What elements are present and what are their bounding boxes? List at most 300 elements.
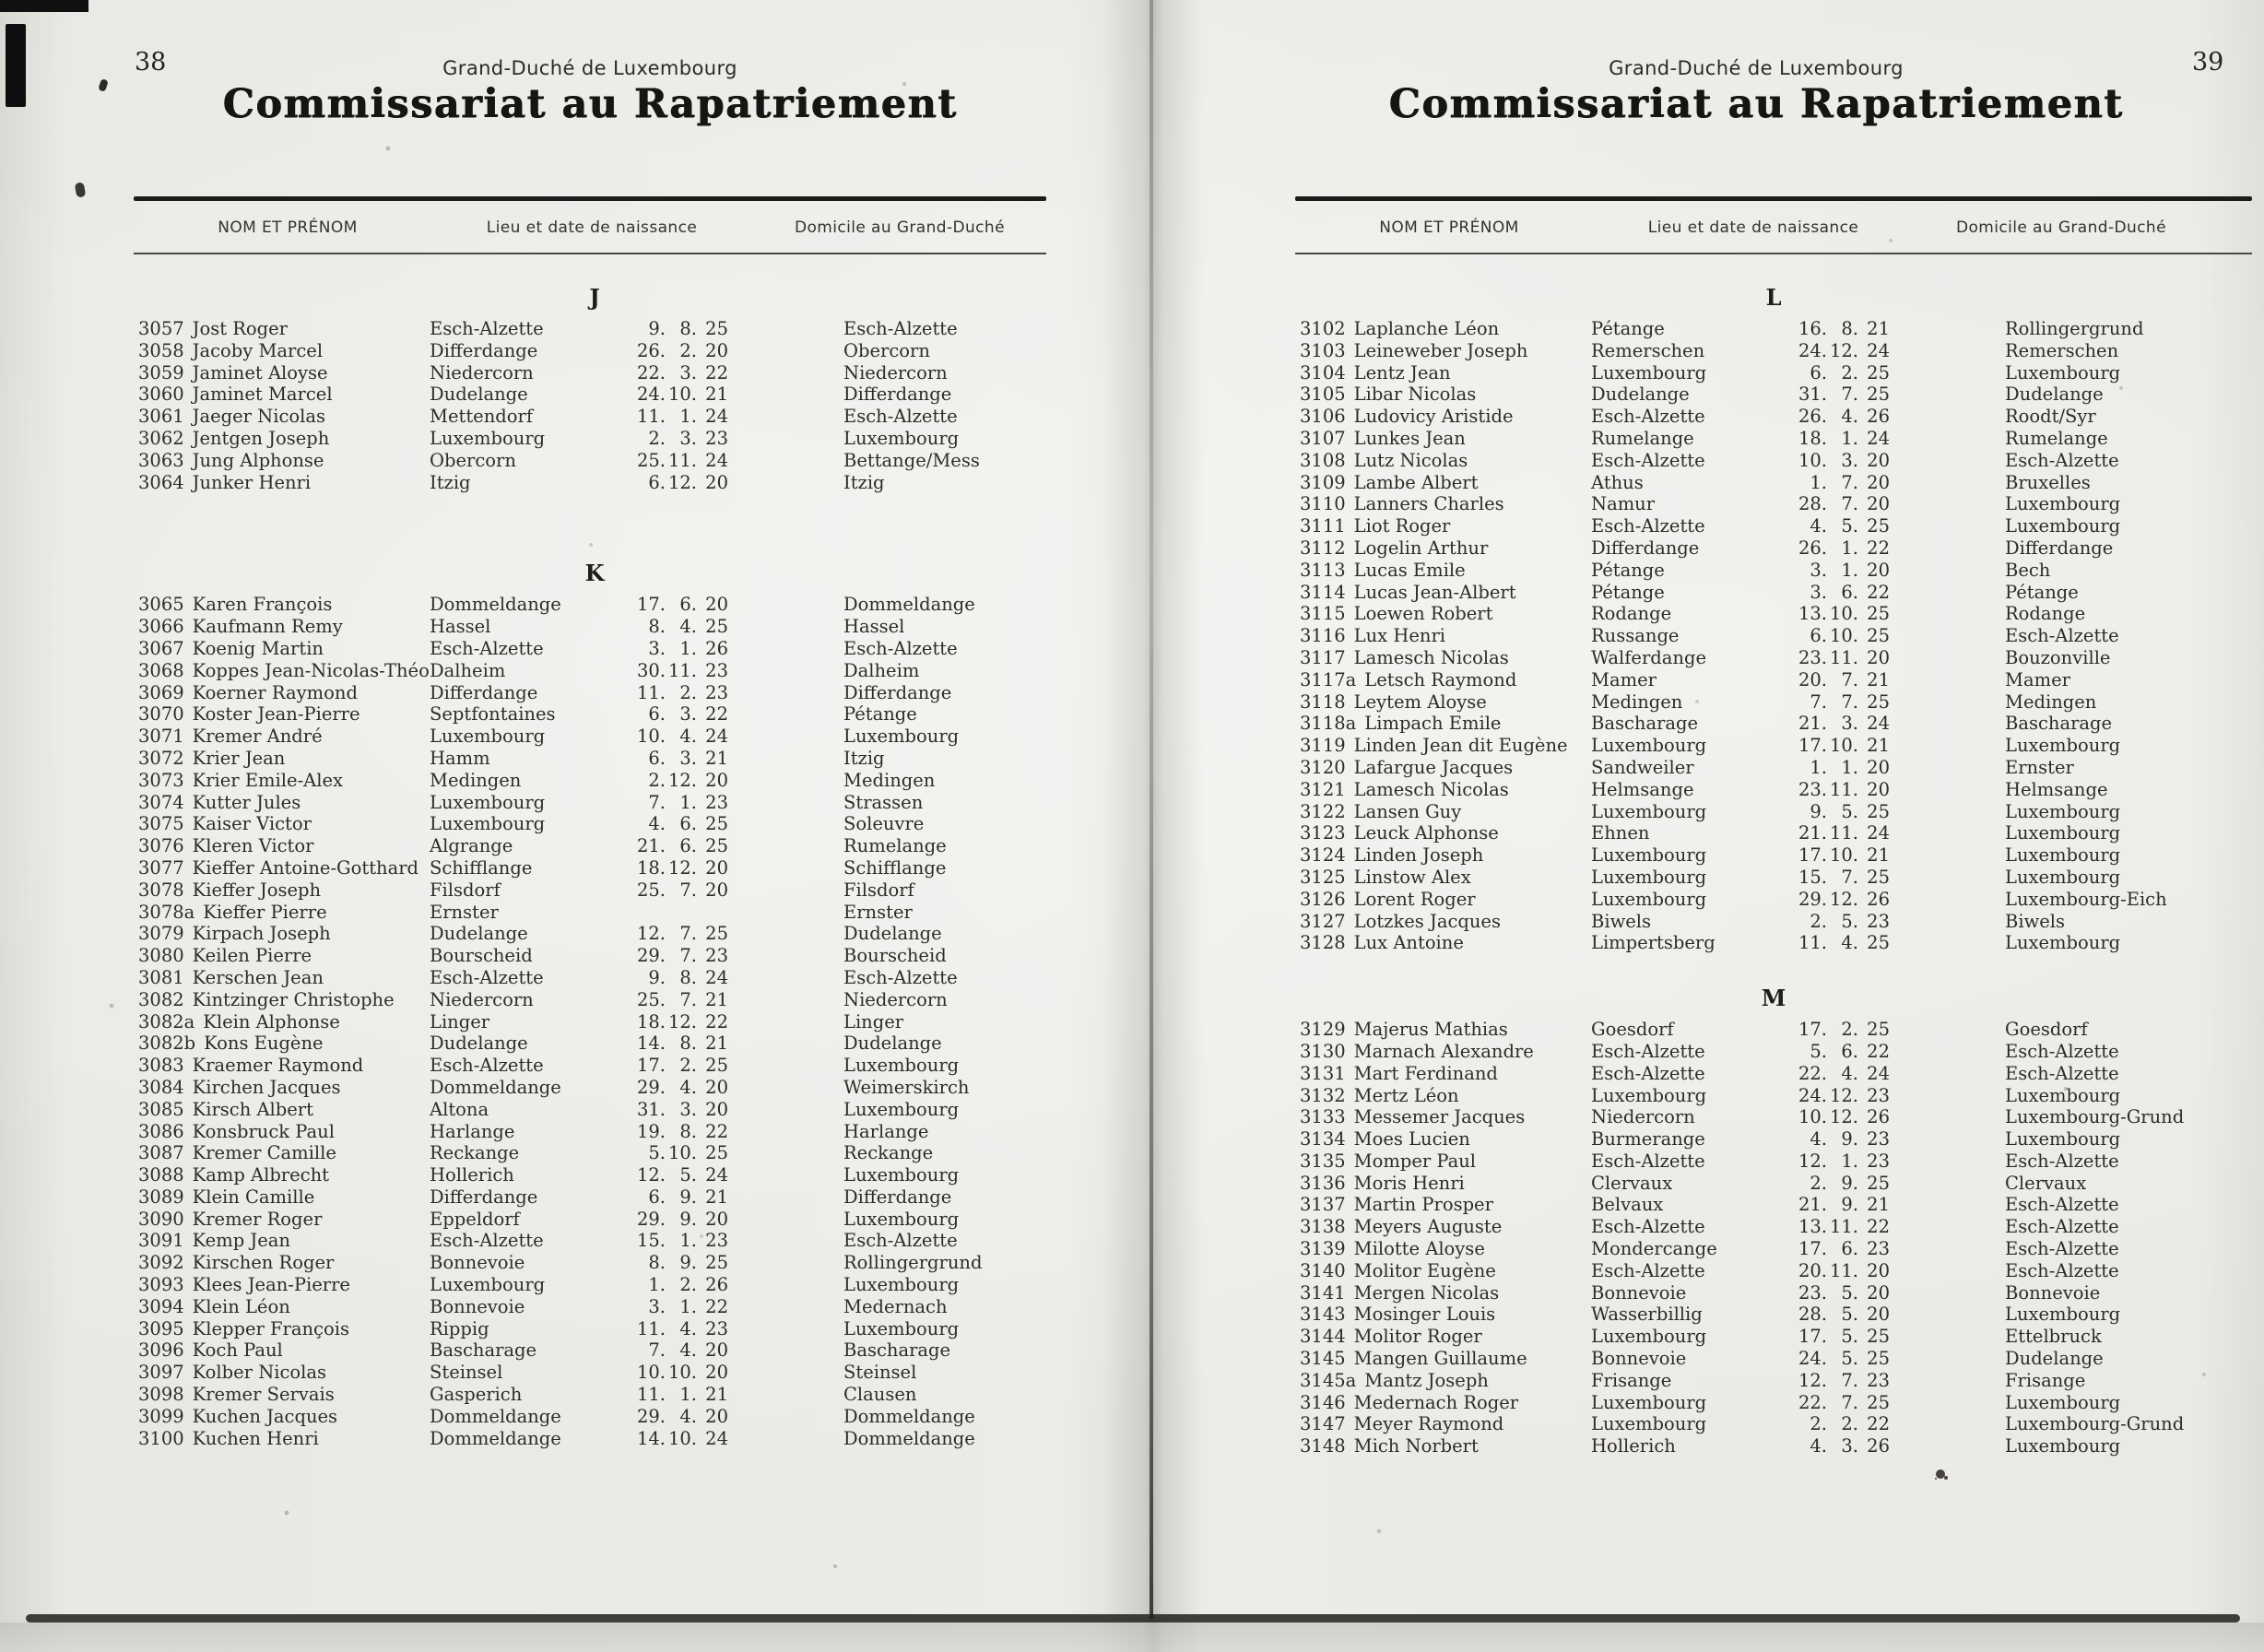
row-number: 3109	[1300, 471, 1346, 493]
row-birthdate	[592, 726, 728, 748]
birthdate-month: 4.	[679, 1405, 697, 1427]
birthdate-day: 3.	[648, 637, 666, 659]
row-birthdate	[592, 945, 728, 967]
birthdate-month: 5.	[1841, 1326, 1858, 1348]
table-row	[1291, 318, 2257, 340]
row-birthplace: Dudelange	[430, 384, 528, 406]
row-birthdate	[592, 1164, 728, 1186]
row-number-name	[138, 1099, 313, 1121]
table-row	[1291, 340, 2257, 362]
row-name: Krier Emile-Alex	[192, 769, 344, 791]
row-domicile: Luxembourg-Grund	[2005, 1413, 2185, 1435]
row-domicile: Luxembourg	[2005, 1304, 2121, 1326]
row-birthplace: Belvaux	[1591, 1194, 1664, 1216]
row-name: Leuck Alphonse	[1353, 822, 1499, 844]
row-number-name	[1300, 757, 1513, 779]
birthdate-year: 22	[705, 1010, 728, 1032]
birthdate-day: 29.	[1798, 888, 1827, 910]
table-row	[129, 450, 1060, 472]
birthdate-month: 6.	[1841, 1040, 1858, 1062]
birthdate-day: 31.	[636, 1098, 666, 1120]
birthdate-year: 25	[705, 835, 728, 857]
birthdate-month: 9.	[1841, 1128, 1858, 1150]
birthdate-month: 9.	[1841, 1194, 1858, 1216]
row-birthplace: Harlange	[430, 1120, 515, 1142]
row-domicile: Rollingergrund	[843, 1252, 983, 1274]
birthdate-year: 20	[705, 1208, 728, 1230]
row-name: Lansen Guy	[1353, 800, 1462, 822]
row-number-name	[1300, 1041, 1534, 1063]
page-number: 39	[2192, 48, 2224, 77]
row-birthplace: Bascharage	[1591, 713, 1699, 735]
row-domicile: Esch-Alzette	[2005, 625, 2119, 647]
birthdate-year: 20	[1867, 778, 1890, 800]
row-number-name	[1300, 1370, 1489, 1392]
row-birthdate	[1753, 911, 1890, 933]
row-number-name	[1300, 932, 1464, 954]
row-name: Koppes Jean-Nicolas-Théo	[192, 659, 430, 681]
row-number: 3141	[1300, 1281, 1346, 1304]
row-number-name	[1300, 1085, 1459, 1107]
birthdate-day: 6.	[648, 747, 666, 769]
row-domicile: Esch-Alzette	[2005, 1150, 2119, 1172]
row-domicile: Luxembourg	[843, 1098, 960, 1120]
table-row	[1291, 603, 2257, 625]
birthdate-month: 8.	[679, 318, 697, 339]
row-domicile: Niedercorn	[843, 988, 948, 1010]
row-name: Koerner Raymond	[192, 681, 358, 703]
row-domicile: Helmsange	[2005, 778, 2108, 800]
row-number-name	[1300, 362, 1451, 384]
birthdate-year: 23	[1867, 1084, 1890, 1106]
row-number: 3126	[1300, 888, 1346, 910]
row-birthplace: Dudelange	[430, 923, 528, 945]
row-name: Kutter Jules	[192, 791, 301, 813]
row-number-name	[1300, 1435, 1479, 1457]
row-domicile: Bech	[2005, 559, 2051, 581]
page-39-scan	[1291, 0, 2257, 1652]
row-birthdate	[1753, 406, 1890, 428]
row-name: Moes Lucien	[1353, 1128, 1470, 1150]
birthdate-day: 2.	[648, 427, 666, 449]
row-birthplace: Differdange	[430, 1186, 538, 1208]
table-row	[1291, 428, 2257, 450]
birthdate-day: 21.	[1798, 822, 1827, 844]
row-number: 3082b	[138, 1032, 196, 1055]
row-birthdate	[592, 1077, 728, 1099]
row-name: Kraemer Raymond	[192, 1055, 364, 1077]
birthdate-year: 23	[705, 659, 728, 681]
row-domicile: Dudelange	[843, 1032, 942, 1055]
birthdate-day: 21.	[636, 835, 666, 857]
row-name: Kuchen Jacques	[192, 1405, 338, 1427]
page-number: 38	[135, 48, 167, 77]
row-birthdate	[592, 1428, 728, 1450]
row-domicile: Luxembourg	[843, 1317, 960, 1339]
row-name: Klepper François	[192, 1317, 349, 1339]
birthdate-day: 11.	[636, 1384, 666, 1406]
row-domicile: Bourscheid	[843, 945, 947, 967]
row-birthdate	[592, 989, 728, 1011]
row-number: 3079	[138, 923, 184, 945]
table-row	[129, 770, 1060, 792]
birthdate-year: 23	[1867, 1150, 1890, 1172]
row-birthdate	[1753, 603, 1890, 625]
birthdate-month: 8.	[679, 1032, 697, 1055]
row-number-name	[138, 835, 313, 857]
row-number: 3117a	[1300, 668, 1357, 690]
birthdate-month: 8.	[679, 966, 697, 988]
birthdate-day: 25.	[636, 879, 666, 901]
row-birthplace: Dalheim	[430, 659, 506, 681]
table-row	[1291, 867, 2257, 889]
row-number-name	[138, 1142, 336, 1164]
birthdate-year: 22	[705, 703, 728, 726]
birthdate-year: 20	[1867, 449, 1890, 471]
row-birthplace: Luxembourg	[1591, 1326, 1707, 1348]
birthdate-month: 1.	[679, 1295, 697, 1317]
row-birthdate	[1753, 1326, 1890, 1348]
row-name: Medernach Roger	[1353, 1391, 1519, 1413]
row-number-name	[138, 1274, 350, 1296]
table-row	[129, 406, 1060, 428]
table-row	[1291, 625, 2257, 647]
table-row	[1291, 1194, 2257, 1216]
birthdate-year: 20	[705, 856, 728, 879]
row-birthplace: Esch-Alzette	[1591, 1216, 1705, 1238]
birthdate-year: 22	[705, 1295, 728, 1317]
birthdate-year: 25	[705, 1142, 728, 1164]
row-birthdate	[1753, 1194, 1890, 1216]
table-row	[1291, 1019, 2257, 1041]
birthdate-year: 21	[1867, 1194, 1890, 1216]
row-birthplace: Mamer	[1591, 668, 1657, 690]
row-number-name	[138, 362, 328, 384]
row-name: Liot Roger	[1353, 515, 1451, 537]
row-domicile: Schifflange	[843, 856, 947, 879]
table-row	[1291, 779, 2257, 801]
row-name: Klein Alphonse	[203, 1010, 340, 1032]
row-name: Kremer André	[192, 726, 323, 748]
row-birthplace: Biwels	[1591, 910, 1652, 932]
row-domicile: Medingen	[2005, 690, 2097, 713]
birthdate-day: 1.	[648, 1274, 666, 1296]
row-domicile: Luxembourg	[843, 1055, 960, 1077]
birthdate-day: 24.	[1798, 339, 1827, 361]
row-number: 3127	[1300, 910, 1346, 932]
birthdate-day: 17.	[636, 1055, 666, 1077]
table-row	[1291, 1216, 2257, 1238]
birthdate-month: 7.	[679, 923, 697, 945]
row-birthplace: Esch-Alzette	[1591, 1062, 1705, 1084]
row-birthdate	[1753, 450, 1890, 472]
row-number: 3106	[1300, 406, 1346, 428]
row-name: Mergen Nicolas	[1353, 1281, 1500, 1304]
row-name: Jacoby Marcel	[192, 339, 324, 361]
birthdate-month: 1.	[1841, 559, 1858, 581]
row-domicile: Luxembourg	[2005, 1084, 2121, 1106]
birthdate-year: 24	[1867, 427, 1890, 449]
row-name: Kleren Victor	[192, 835, 314, 857]
row-domicile: Luxembourg	[843, 726, 960, 748]
row-birthdate	[1753, 1106, 1890, 1128]
birthdate-day: 2.	[1810, 1413, 1827, 1435]
row-birthdate	[592, 362, 728, 384]
row-name: Keilen Pierre	[192, 945, 312, 967]
row-birthdate	[1753, 493, 1890, 515]
row-birthplace: Rippig	[430, 1317, 489, 1339]
birthdate-year: 24	[1867, 1062, 1890, 1084]
birthdate-year: 20	[705, 339, 728, 361]
row-name: Milotte Aloyse	[1353, 1238, 1485, 1260]
birthdate-month: 1.	[679, 791, 697, 813]
row-number-name	[138, 1164, 329, 1186]
row-birthdate	[1753, 1041, 1890, 1063]
birthdate-year: 23	[1867, 910, 1890, 932]
row-name: Jentgen Joseph	[192, 427, 330, 449]
birthdate-year: 25	[705, 318, 728, 339]
row-domicile: Niedercorn	[843, 361, 948, 384]
row-number-name	[1300, 1150, 1476, 1173]
birthdate-month: 6.	[1841, 581, 1858, 603]
birthdate-month: 1.	[679, 1230, 697, 1252]
row-birthplace: Luxembourg	[1591, 1391, 1707, 1413]
row-number: 3073	[138, 769, 184, 791]
row-birthdate	[592, 1230, 728, 1252]
row-number-name	[1300, 560, 1466, 582]
row-name: Lorent Roger	[1353, 888, 1476, 910]
row-name: Mangen Guillaume	[1353, 1348, 1527, 1370]
birthdate-year: 26	[1867, 1106, 1890, 1128]
row-birthdate	[1753, 801, 1890, 823]
row-number-name	[1300, 1063, 1498, 1085]
birthdate-day: 8.	[648, 1252, 666, 1274]
birthdate-day: 19.	[636, 1120, 666, 1142]
birthdate-month: 12.	[1829, 1084, 1858, 1106]
row-birthplace: Rodange	[1591, 603, 1672, 625]
row-domicile: Luxembourg	[2005, 1435, 2121, 1457]
table-row	[1291, 1392, 2257, 1414]
birthdate-month: 6.	[1841, 1238, 1858, 1260]
row-birthplace: Burmerange	[1591, 1128, 1705, 1150]
row-birthdate	[592, 660, 728, 682]
row-number: 3072	[138, 747, 184, 769]
row-birthplace: Luxembourg	[430, 1274, 546, 1296]
birthdate-month: 2.	[679, 1274, 697, 1296]
birthdate-month: 4.	[679, 1339, 697, 1362]
row-domicile: Remerschen	[2005, 339, 2119, 361]
paper-specks	[0, 0, 2, 2]
row-birthdate	[592, 770, 728, 792]
birthdate-year: 20	[705, 1076, 728, 1098]
row-birthdate	[1753, 625, 1890, 647]
row-birthdate	[1753, 691, 1890, 714]
row-domicile: Differdange	[2005, 537, 2114, 559]
header-rule-thick	[1295, 196, 2252, 201]
row-number: 3128	[1300, 932, 1346, 954]
row-birthdate	[592, 340, 728, 362]
table-row	[129, 703, 1060, 726]
birthdate-year: 25	[1867, 690, 1890, 713]
row-number-name	[1300, 582, 1516, 604]
row-number-name	[1300, 647, 1509, 669]
row-domicile: Rumelange	[2005, 427, 2108, 449]
row-domicile: Esch-Alzette	[843, 637, 958, 659]
row-domicile: Luxembourg	[843, 1274, 960, 1296]
row-birthplace: Schifflange	[430, 856, 533, 879]
row-name: Meyers Auguste	[1353, 1216, 1503, 1238]
table-row	[129, 989, 1060, 1011]
row-name: Kremer Camille	[192, 1142, 336, 1164]
row-domicile: Esch-Alzette	[2005, 1194, 2119, 1216]
row-number-name	[1300, 1128, 1470, 1150]
birthdate-month: 1.	[679, 406, 697, 428]
row-domicile: Bascharage	[843, 1339, 951, 1362]
row-name: Junker Henri	[192, 471, 312, 493]
row-name: Linden Joseph	[1353, 844, 1484, 867]
row-name: Molitor Roger	[1353, 1326, 1482, 1348]
row-name: Lux Henri	[1353, 625, 1446, 647]
birthdate-day: 14.	[636, 1032, 666, 1055]
row-number-name	[138, 428, 329, 450]
row-birthdate	[592, 1362, 728, 1384]
birthdate-month: 11.	[667, 659, 697, 681]
birthdate-year: 21	[705, 1186, 728, 1208]
table-row	[1291, 1413, 2257, 1435]
row-number: 3080	[138, 945, 184, 967]
row-domicile: Luxembourg	[2005, 822, 2121, 844]
table-row	[129, 1164, 1060, 1186]
row-domicile: Dalheim	[843, 659, 920, 681]
section-letter: K	[584, 560, 605, 587]
row-number: 3130	[1300, 1040, 1346, 1062]
table-row	[129, 792, 1060, 814]
row-number-name	[138, 1339, 283, 1362]
birthdate-year: 20	[1867, 756, 1890, 778]
birthdate-day: 8.	[648, 616, 666, 638]
table-row	[1291, 1063, 2257, 1085]
row-name: Lunkes Jean	[1353, 427, 1466, 449]
birthdate-day: 5.	[648, 1142, 666, 1164]
row-birthplace: Ernster	[430, 901, 499, 923]
row-name: Leytem Aloyse	[1353, 690, 1487, 713]
row-birthplace: Esch-Alzette	[430, 637, 544, 659]
row-birthplace: Luxembourg	[1591, 735, 1707, 757]
row-number: 3110	[1300, 493, 1346, 515]
row-name: Kintzinger Christophe	[192, 988, 395, 1010]
birthdate-day: 12.	[1798, 1150, 1827, 1172]
table-row	[1291, 493, 2257, 515]
birthdate-day: 25.	[636, 449, 666, 471]
row-birthplace: Algrange	[430, 835, 513, 857]
row-domicile: Medingen	[843, 769, 936, 791]
row-name: Linstow Alex	[1353, 866, 1471, 888]
row-birthdate	[1753, 1019, 1890, 1041]
row-number: 3125	[1300, 866, 1346, 888]
birthdate-year: 21	[705, 988, 728, 1010]
row-birthdate	[1753, 362, 1890, 384]
row-domicile: Luxembourg	[843, 1208, 960, 1230]
birthdate-day: 29.	[636, 1208, 666, 1230]
birthdate-year: 21	[1867, 735, 1890, 757]
row-name: Kerschen Jean	[192, 966, 324, 988]
row-number-name	[138, 1055, 363, 1077]
row-number: 3121	[1300, 778, 1346, 800]
row-number: 3138	[1300, 1216, 1346, 1238]
row-number-name	[138, 792, 301, 814]
birthdate-year: 20	[1867, 1281, 1890, 1304]
birthdate-month: 7.	[1841, 471, 1858, 493]
row-number: 3100	[138, 1427, 184, 1449]
birthdate-day: 29.	[636, 1405, 666, 1427]
birthdate-day: 12.	[1798, 1369, 1827, 1391]
birthdate-year: 26	[705, 637, 728, 659]
row-birthdate	[592, 450, 728, 472]
birthdate-year: 22	[1867, 1040, 1890, 1062]
row-name: Lotzkes Jacques	[1353, 910, 1501, 932]
row-number-name	[138, 1121, 335, 1143]
row-number: 3118	[1300, 690, 1346, 713]
row-birthdate	[1753, 1150, 1890, 1173]
row-number: 3067	[138, 637, 184, 659]
row-number: 3146	[1300, 1391, 1346, 1413]
row-name: Lucas Emile	[1353, 559, 1466, 581]
row-number: 3059	[138, 361, 184, 384]
table-row	[1291, 515, 2257, 537]
birthdate-day: 17.	[1798, 1019, 1827, 1041]
row-birthdate	[592, 879, 728, 902]
birthdate-month: 7.	[1841, 866, 1858, 888]
birthdate-day: 24.	[1798, 1084, 1827, 1106]
birthdate-day: 17.	[1798, 1326, 1827, 1348]
table-row	[129, 682, 1060, 704]
country-header: Grand-Duché de Luxembourg	[442, 57, 737, 79]
table-row	[1291, 844, 2257, 867]
row-number-name	[1300, 867, 1471, 889]
table-row	[1291, 1370, 2257, 1392]
row-number-name	[1300, 340, 1527, 362]
row-birthdate	[592, 428, 728, 450]
row-birthdate	[592, 835, 728, 857]
row-name: Letsch Raymond	[1364, 668, 1517, 690]
row-number: 3096	[138, 1339, 184, 1362]
row-birthdate	[1753, 384, 1890, 406]
birthdate-month: 1.	[1841, 1150, 1858, 1172]
birthdate-day: 29.	[636, 945, 666, 967]
row-number: 3120	[1300, 756, 1346, 778]
table-row	[129, 1011, 1060, 1033]
row-birthdate	[1753, 560, 1890, 582]
row-birthplace: Niedercorn	[1591, 1106, 1695, 1128]
row-birthdate	[1753, 1173, 1890, 1195]
birthdate-day: 17.	[636, 594, 666, 616]
table-row	[129, 1406, 1060, 1428]
row-number-name	[138, 318, 288, 340]
birthdate-month: 2.	[1841, 361, 1858, 384]
row-name: Kemp Jean	[192, 1230, 290, 1252]
birthdate-month: 1.	[1841, 756, 1858, 778]
row-birthdate	[592, 1318, 728, 1340]
birthdate-month: 5.	[1841, 1304, 1858, 1326]
row-number-name	[138, 748, 285, 770]
birthdate-day: 10.	[636, 726, 666, 748]
birthdate-month: 9.	[1841, 1172, 1858, 1194]
row-birthplace: Luxembourg	[1591, 800, 1707, 822]
row-birthdate	[592, 406, 728, 428]
row-number-name	[1300, 472, 1478, 494]
row-birthdate	[1753, 844, 1890, 867]
birthdate-month: 2.	[1841, 1413, 1858, 1435]
